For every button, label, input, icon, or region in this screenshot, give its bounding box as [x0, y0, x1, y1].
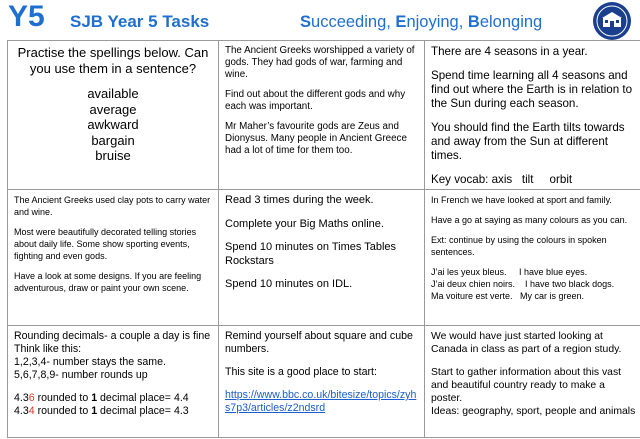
cell-rounding: [8, 326, 219, 438]
cell-canada: [425, 326, 640, 438]
rounding-line-2: Think like this:: [14, 343, 82, 355]
pots-text-3: Have a look at some designs. If you are feeling adventurous, draw or paint your own scene.: [14, 271, 202, 293]
rounding-line-1: Rounding decimals- a couple a day is fine: [14, 330, 211, 342]
spelling-word: bargain: [91, 132, 135, 148]
cell-reading-maths: [219, 190, 425, 326]
motto-s: S: [300, 13, 312, 31]
reading-text-3: Spend 10 minutes on Times Tables Rockstars: [225, 241, 397, 267]
pots-text-2: Most were beautifully decorated telling stories about daily life. Some show sporting events, fighting and even gods.: [14, 227, 197, 261]
reading-text-1: Read 3 times during the week.: [225, 194, 374, 206]
reading-text-4: Spend 10 minutes on IDL.: [225, 278, 353, 290]
example-text: rounded to: [34, 392, 92, 404]
motto-b: B: [467, 13, 480, 31]
example-number: 4.3: [14, 405, 29, 417]
french-text-2: Have a go at saying as many colours as you can.: [431, 215, 628, 225]
numbers-text-1: Remind yourself about square and cube numbers.: [225, 330, 413, 355]
school-motto: [300, 13, 542, 32]
rounding-example-1: [14, 392, 212, 405]
french-text-3: Ext: continue by using the colours in spoken sentences.: [431, 235, 607, 257]
gods-text-3: Mr Maher’s favourite gods are Zeus and Dionysus. Many people in Ancient Greece had a lot of time for them too.: [225, 121, 407, 156]
french-line-2: J’ai deux chien noirs. I have two black dogs.: [431, 279, 615, 289]
cell-seasons: [425, 41, 640, 190]
spelling-word: bruise: [95, 148, 131, 163]
canada-text-2: Start to gather information about this vast and beautiful country ready to make a poster.: [431, 367, 622, 404]
spelling-word: awkward: [87, 117, 139, 132]
example-digit: 4: [28, 405, 35, 417]
year-badge: Y5: [8, 0, 45, 33]
spellings-intro: Practise the spellings below. Can you use them in a sentence?: [17, 45, 209, 76]
motto-e-rest: njoying,: [406, 13, 468, 31]
example-result: decimal place= 4.3: [97, 405, 189, 417]
motto-s-rest: ucceeding,: [311, 13, 396, 31]
cell-greek-pots: [8, 190, 219, 326]
gods-text-2: Find out about the different gods and why each was important.: [225, 89, 406, 112]
cell-spellings: [8, 41, 219, 190]
rounding-example-2: [14, 405, 212, 418]
cell-square-cube: [219, 326, 425, 438]
canada-text-1: We would have just started looking at Canada in class as part of a region study.: [431, 331, 622, 355]
example-places: 1: [91, 405, 98, 417]
numbers-text-2: This site is a good place to start:: [225, 366, 377, 378]
page-header: [0, 0, 640, 40]
seasons-key-vocab: Key vocab: axis tilt orbit: [431, 173, 573, 186]
french-line-1: J’ai les yeux bleus. I have blue eyes.: [431, 267, 588, 277]
seasons-text-2: Spend time learning all 4 seasons and find out where the Earth is in relation to the Sun during each season.: [431, 69, 633, 110]
gods-text-1: The Ancient Greeks worshipped a variety of gods. They had gods of war, farming and wine.: [225, 45, 415, 80]
bbc-bitesize-link[interactable]: https://www.bbc.co.uk/bitesize/topics/zyhs7p3/articles/z2ndsrd: [225, 389, 417, 414]
cell-greek-gods: [219, 41, 425, 190]
spelling-word: available: [87, 86, 139, 101]
motto-b-rest: elonging: [479, 13, 543, 31]
page-title: SJB Year 5 Tasks: [70, 12, 210, 31]
seasons-text-3: You should find the Earth tilts towards and away from the Sun at different times.: [431, 121, 625, 162]
french-text-1: In French we have looked at sport and family.: [431, 195, 612, 205]
tasks-grid: [7, 40, 640, 438]
motto-e: E: [395, 13, 407, 31]
reading-text-2: Complete your Big Maths online.: [225, 217, 384, 230]
example-digit: 6: [28, 392, 35, 404]
seasons-text-1: There are 4 seasons in a year.: [431, 45, 588, 58]
pots-text-1: The Ancient Greeks used clay pots to carry water and wine.: [14, 195, 211, 217]
cell-french: [425, 190, 640, 326]
example-number: 4.3: [14, 392, 29, 404]
spelling-word: average: [89, 101, 137, 117]
rounding-line-3: 1,2,3,4- number stays the same.: [14, 356, 166, 368]
school-crest-logo: [592, 1, 632, 41]
canada-text-3: Ideas: geography, sport, people and animals: [431, 406, 636, 417]
example-places: 1: [91, 392, 98, 404]
rounding-line-4: 5,6,7,8,9- number rounds up: [14, 369, 148, 381]
french-line-3: Ma voiture est verte. My car is green.: [431, 291, 585, 301]
example-result: decimal place= 4.4: [97, 392, 189, 404]
example-text: rounded to: [34, 405, 92, 417]
